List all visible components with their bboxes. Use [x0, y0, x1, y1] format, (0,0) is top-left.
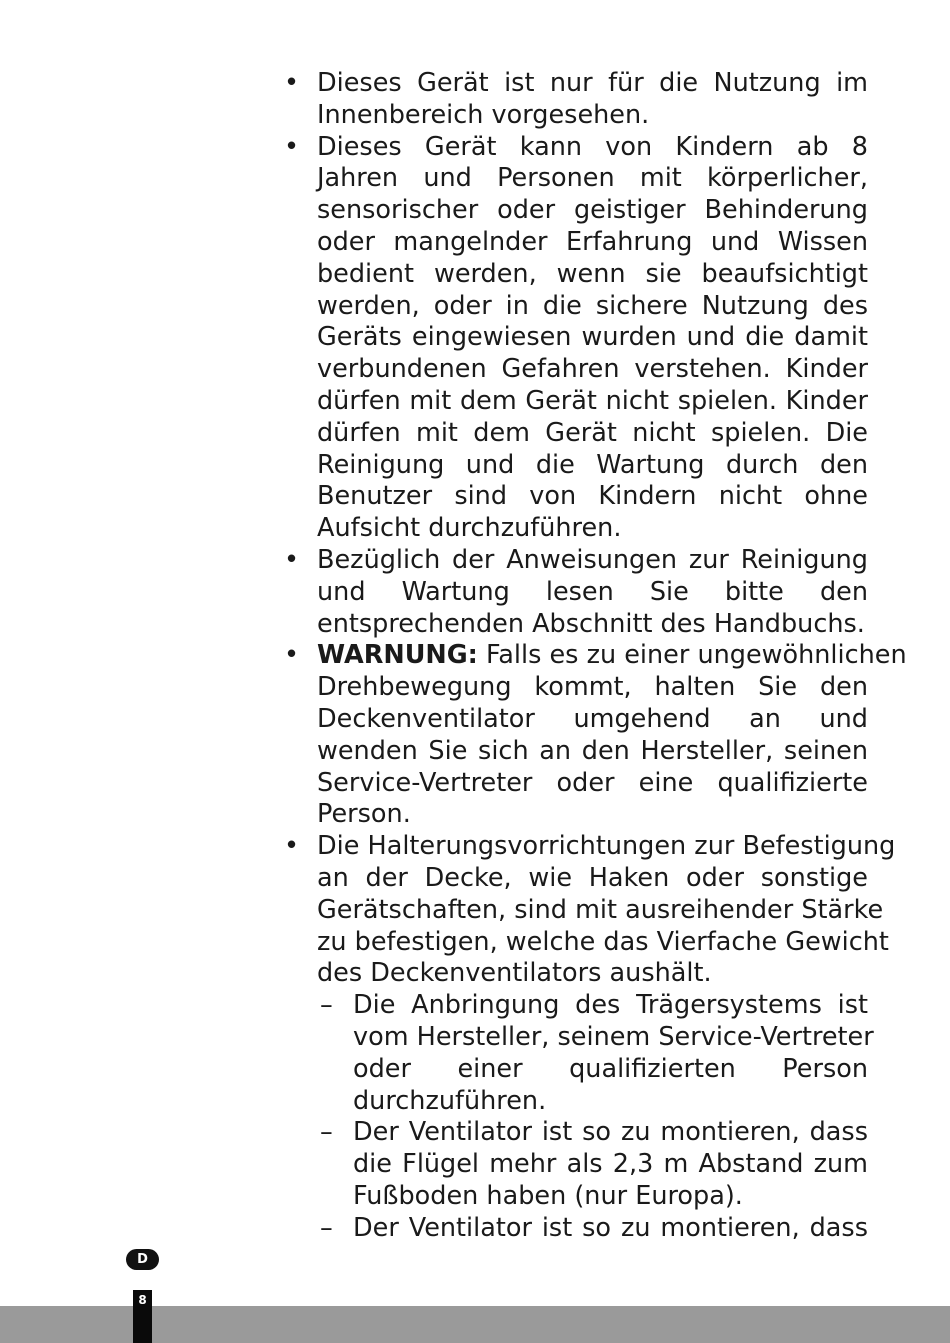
text-line: Innenbereich vorgesehen.	[317, 99, 650, 130]
bullet-ceiling-mounting	[284, 831, 896, 990]
page-number: 8	[138, 1293, 147, 1307]
text-line: Dieses Gerät ist nur für die Nutzung im	[317, 68, 868, 98]
text-line: Service-Vertreter oder eine qualifizierte	[317, 767, 868, 798]
subitem-blade-height	[284, 1117, 868, 1212]
bullet-marker: •	[284, 131, 300, 162]
bullet-children-supervision	[284, 132, 868, 545]
text-line: Drehbewegung kommt, halten Sie den	[317, 672, 868, 703]
bullet-marker: •	[284, 831, 300, 862]
text-line: Der Ventilator ist so zu montieren, dass	[353, 1212, 868, 1243]
text-line: dürfen mit dem Gerät nicht spielen. Die	[317, 417, 868, 448]
text-line: Reinigung und die Wartung durch den	[317, 449, 868, 480]
text-line: bedient werden, wenn sie beaufsichtigt	[317, 258, 868, 289]
subitem-mounting-continued	[284, 1213, 868, 1245]
dash-marker: –	[320, 1212, 333, 1243]
text-line: Dieses Gerät kann von Kindern ab 8	[317, 131, 868, 162]
text-line: Falls es zu einer ungewöhnlichen	[477, 640, 907, 671]
bullet-cleaning-reference	[284, 545, 868, 640]
text-line: Geräts eingewiesen wurden und die damit	[317, 322, 868, 353]
text-line: Die Anbringung des Trägersystems ist	[353, 990, 868, 1021]
subitem-installation-by-professional	[284, 990, 874, 1117]
text-line: entsprechenden Abschnitt des Handbuchs.	[317, 608, 865, 639]
warning-first-line	[317, 640, 907, 672]
text-line: Der Ventilator ist so zu montieren, dass	[353, 1117, 868, 1148]
text-line: Die Halterungsvorrichtungen zur Befestigung	[317, 831, 896, 862]
text-line: sensorischer oder geistiger Behinderung	[317, 195, 868, 226]
bullet-marker: •	[284, 68, 300, 98]
text-line: Bezüglich der Anweisungen zur Reinigung	[317, 544, 868, 575]
text-line: des Deckenventilators aushält.	[317, 958, 712, 989]
text-line: an der Decke, wie Haken oder sonstige	[317, 862, 868, 893]
text-line: und Wartung lesen Sie bitte den	[317, 576, 868, 607]
bullet-marker: •	[284, 544, 300, 575]
bullet-indoor-use	[284, 68, 868, 132]
text-line: Benutzer sind von Kindern nicht ohne	[317, 481, 868, 512]
warning-label: WARNUNG:	[317, 640, 478, 671]
text-line: dürfen mit dem Gerät nicht spielen. Kinder	[317, 385, 868, 416]
text-line: wenden Sie sich an den Hersteller, seinen	[317, 735, 868, 766]
text-line: verbundenen Gefahren verstehen. Kinder	[317, 354, 868, 385]
bullet-marker: •	[284, 640, 300, 671]
text-line: vom Hersteller, seinem Service-Vertreter	[353, 1021, 874, 1052]
text-line: oder einer qualifizierten Person	[353, 1053, 868, 1084]
text-line: durchzuführen.	[353, 1085, 547, 1116]
text-line: Jahren und Personen mit körperlicher,	[317, 163, 868, 194]
text-line: Person.	[317, 799, 411, 830]
text-line: zu befestigen, welche das Vierfache Gewicht	[317, 926, 889, 957]
instructions-body	[284, 68, 907, 1244]
dash-marker: –	[320, 990, 333, 1021]
text-line: Aufsicht durchzuführen.	[317, 513, 622, 544]
text-line: Fußboden haben (nur Europa).	[353, 1180, 743, 1211]
text-line: Deckenventilator umgehend an und	[317, 703, 868, 734]
text-line: werden, oder in die sichere Nutzung des	[317, 290, 868, 321]
text-line: Gerätschaften, sind mit ausreihender Stärke	[317, 894, 884, 925]
text-line: die Flügel mehr als 2,3 m Abstand zum	[353, 1149, 868, 1180]
bullet-warning-rotation	[284, 640, 907, 831]
dash-marker: –	[320, 1117, 333, 1148]
text-line: oder mangelnder Erfahrung und Wissen	[317, 226, 868, 257]
language-badge: D	[126, 1249, 159, 1270]
